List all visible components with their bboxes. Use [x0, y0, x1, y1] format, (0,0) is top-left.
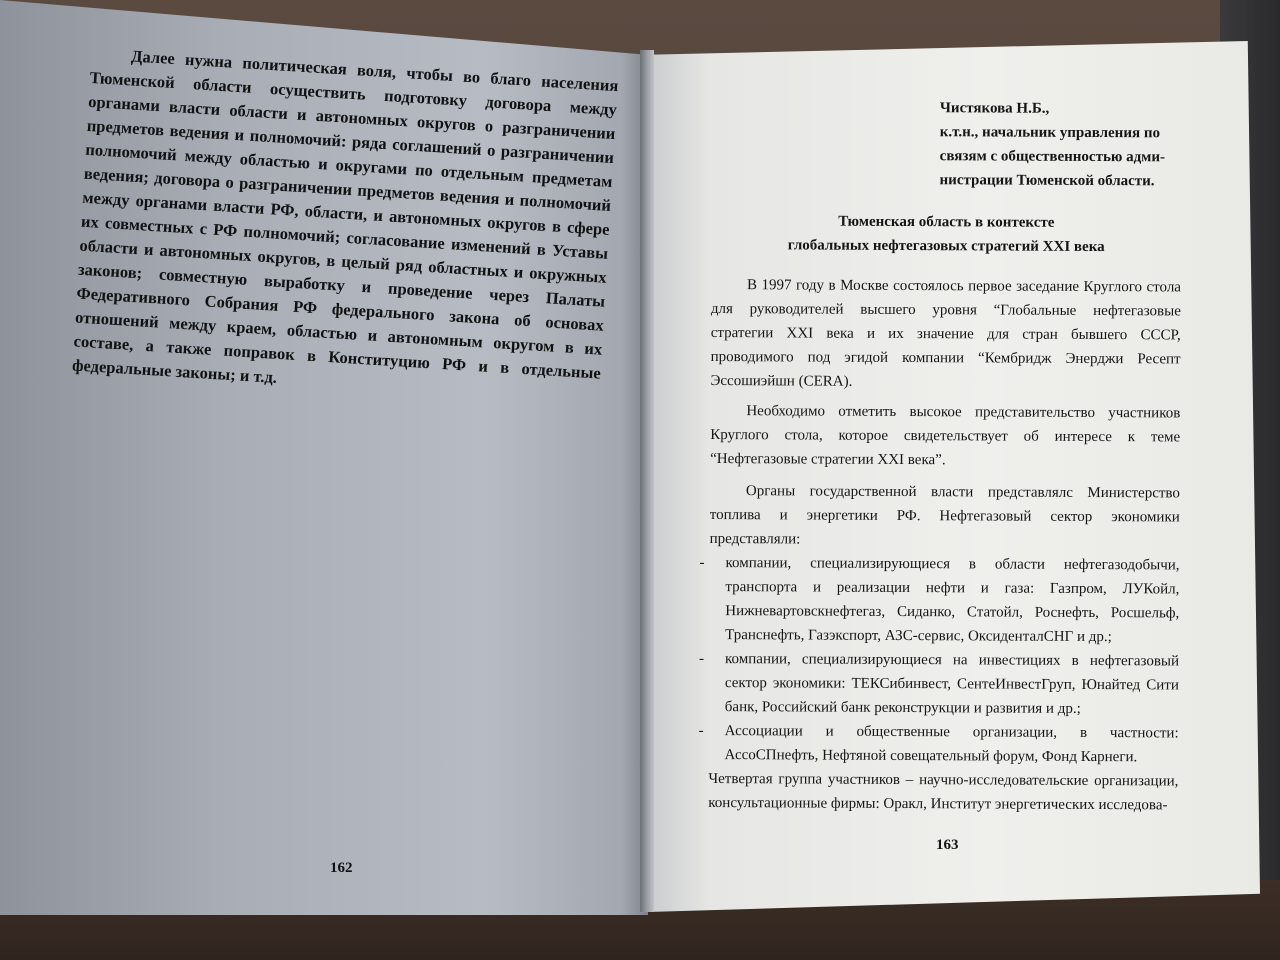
- left-page-text: [71, 42, 619, 410]
- author-line: связям с общественностью адми-: [939, 148, 1166, 166]
- list-item: [699, 647, 1180, 721]
- author-line: к.т.н., начальник управления по: [939, 124, 1161, 142]
- paragraph-4: Четвертая группа участников – научно-исследовательские организации, консультационные фирмы: Оракл, Институт энергетических исследова-: [708, 770, 1179, 814]
- right-page-number: 163: [936, 837, 959, 853]
- author-line: Чистякова Н.Б.,: [939, 100, 1050, 117]
- author-block: [939, 96, 1181, 193]
- list-dash: -: [699, 650, 705, 667]
- list-item-text: компании, специализирующиеся на инвестициях в нефтегазовый сектор экономики: ТЕКСибинвест, СентеИнвестГруп, Юнайтед Сити банк, Российский банк реконструкции и развития и др.;: [724, 651, 1180, 717]
- paragraph-2: Необходимо отметить высокое представительство участников Круглого стола, которое свидетельствует об интересе к теме “Нефтегазовые стратегии XXI века”.: [710, 403, 1181, 469]
- heading-line: глобальных нефтегазовых стратегий XXI века: [787, 237, 1105, 256]
- list-item-text: компании, специализирующиеся в области нефтегазодобычи, транспорта и реализации нефти и газа: Газпром, ЛУКойл, Нижневартовскнефтегаз, Сиданко, Статойл, Роснефть, Росшельф, Транснефть, Газэкспорт, АЗС-сервис, ОксиденталСНГ и др.;: [725, 555, 1180, 646]
- list-dash: -: [699, 554, 705, 571]
- paragraph-1: В 1997 году в Москве состоялось первое заседание Круглого стола для руководителей высшего уровня “Глобальные нефтегазовые стратегии XXI века и их значение для стран бывшего СССР, проводимого под эгидой компании “Кембридж Энерджи Ресепт Эссошиэйшн (CERA).: [710, 277, 1182, 390]
- paragraph-3: Органы государственной власти представлялс Министерство топлива и энергетики РФ. Нефтегазовый сектор экономики представляли:: [709, 483, 1180, 548]
- author-line: нистрации Тюменской области.: [939, 172, 1155, 190]
- book-spine: [640, 50, 654, 912]
- list-item-text: Ассоциации и общественные организации, в частности: АссоСПнефть, Нефтяной совещательный форум, Фонд Карнеги.: [724, 723, 1179, 766]
- right-page-text: [698, 95, 1182, 817]
- article-heading: [711, 209, 1181, 259]
- list-item: [699, 551, 1180, 649]
- left-paragraph: Далее нужна политическая воля, чтобы во благо населения Тюменской области осуществить подготовку договора между органами власти области и автономных округов о разграничении предметов ведения и полномочий: ряда соглашений о разграничении полномочий между областью и округами по отдельным предметам ведения; договора о разграничении предметов ведения и полномочий между органами власти РФ, области, и автономных округов в сфере их совместных с РФ полномочий; согласование изменений в Уставы области и автономных округов, в целый ряд областных и окружных законов; совместную выработку и проведение через Палаты Федеративного Собрания РФ федерального закона об основах отношений между краем, областью и автономным округом в их составе, а также поправок в Конституцию РФ и в отдельные федеральные законы; и т.д.: [71, 46, 619, 387]
- list-dash: -: [698, 722, 704, 739]
- heading-line: Тюменская область в контексте: [838, 213, 1055, 231]
- left-page-number: 162: [330, 860, 353, 876]
- list-item: [698, 719, 1179, 769]
